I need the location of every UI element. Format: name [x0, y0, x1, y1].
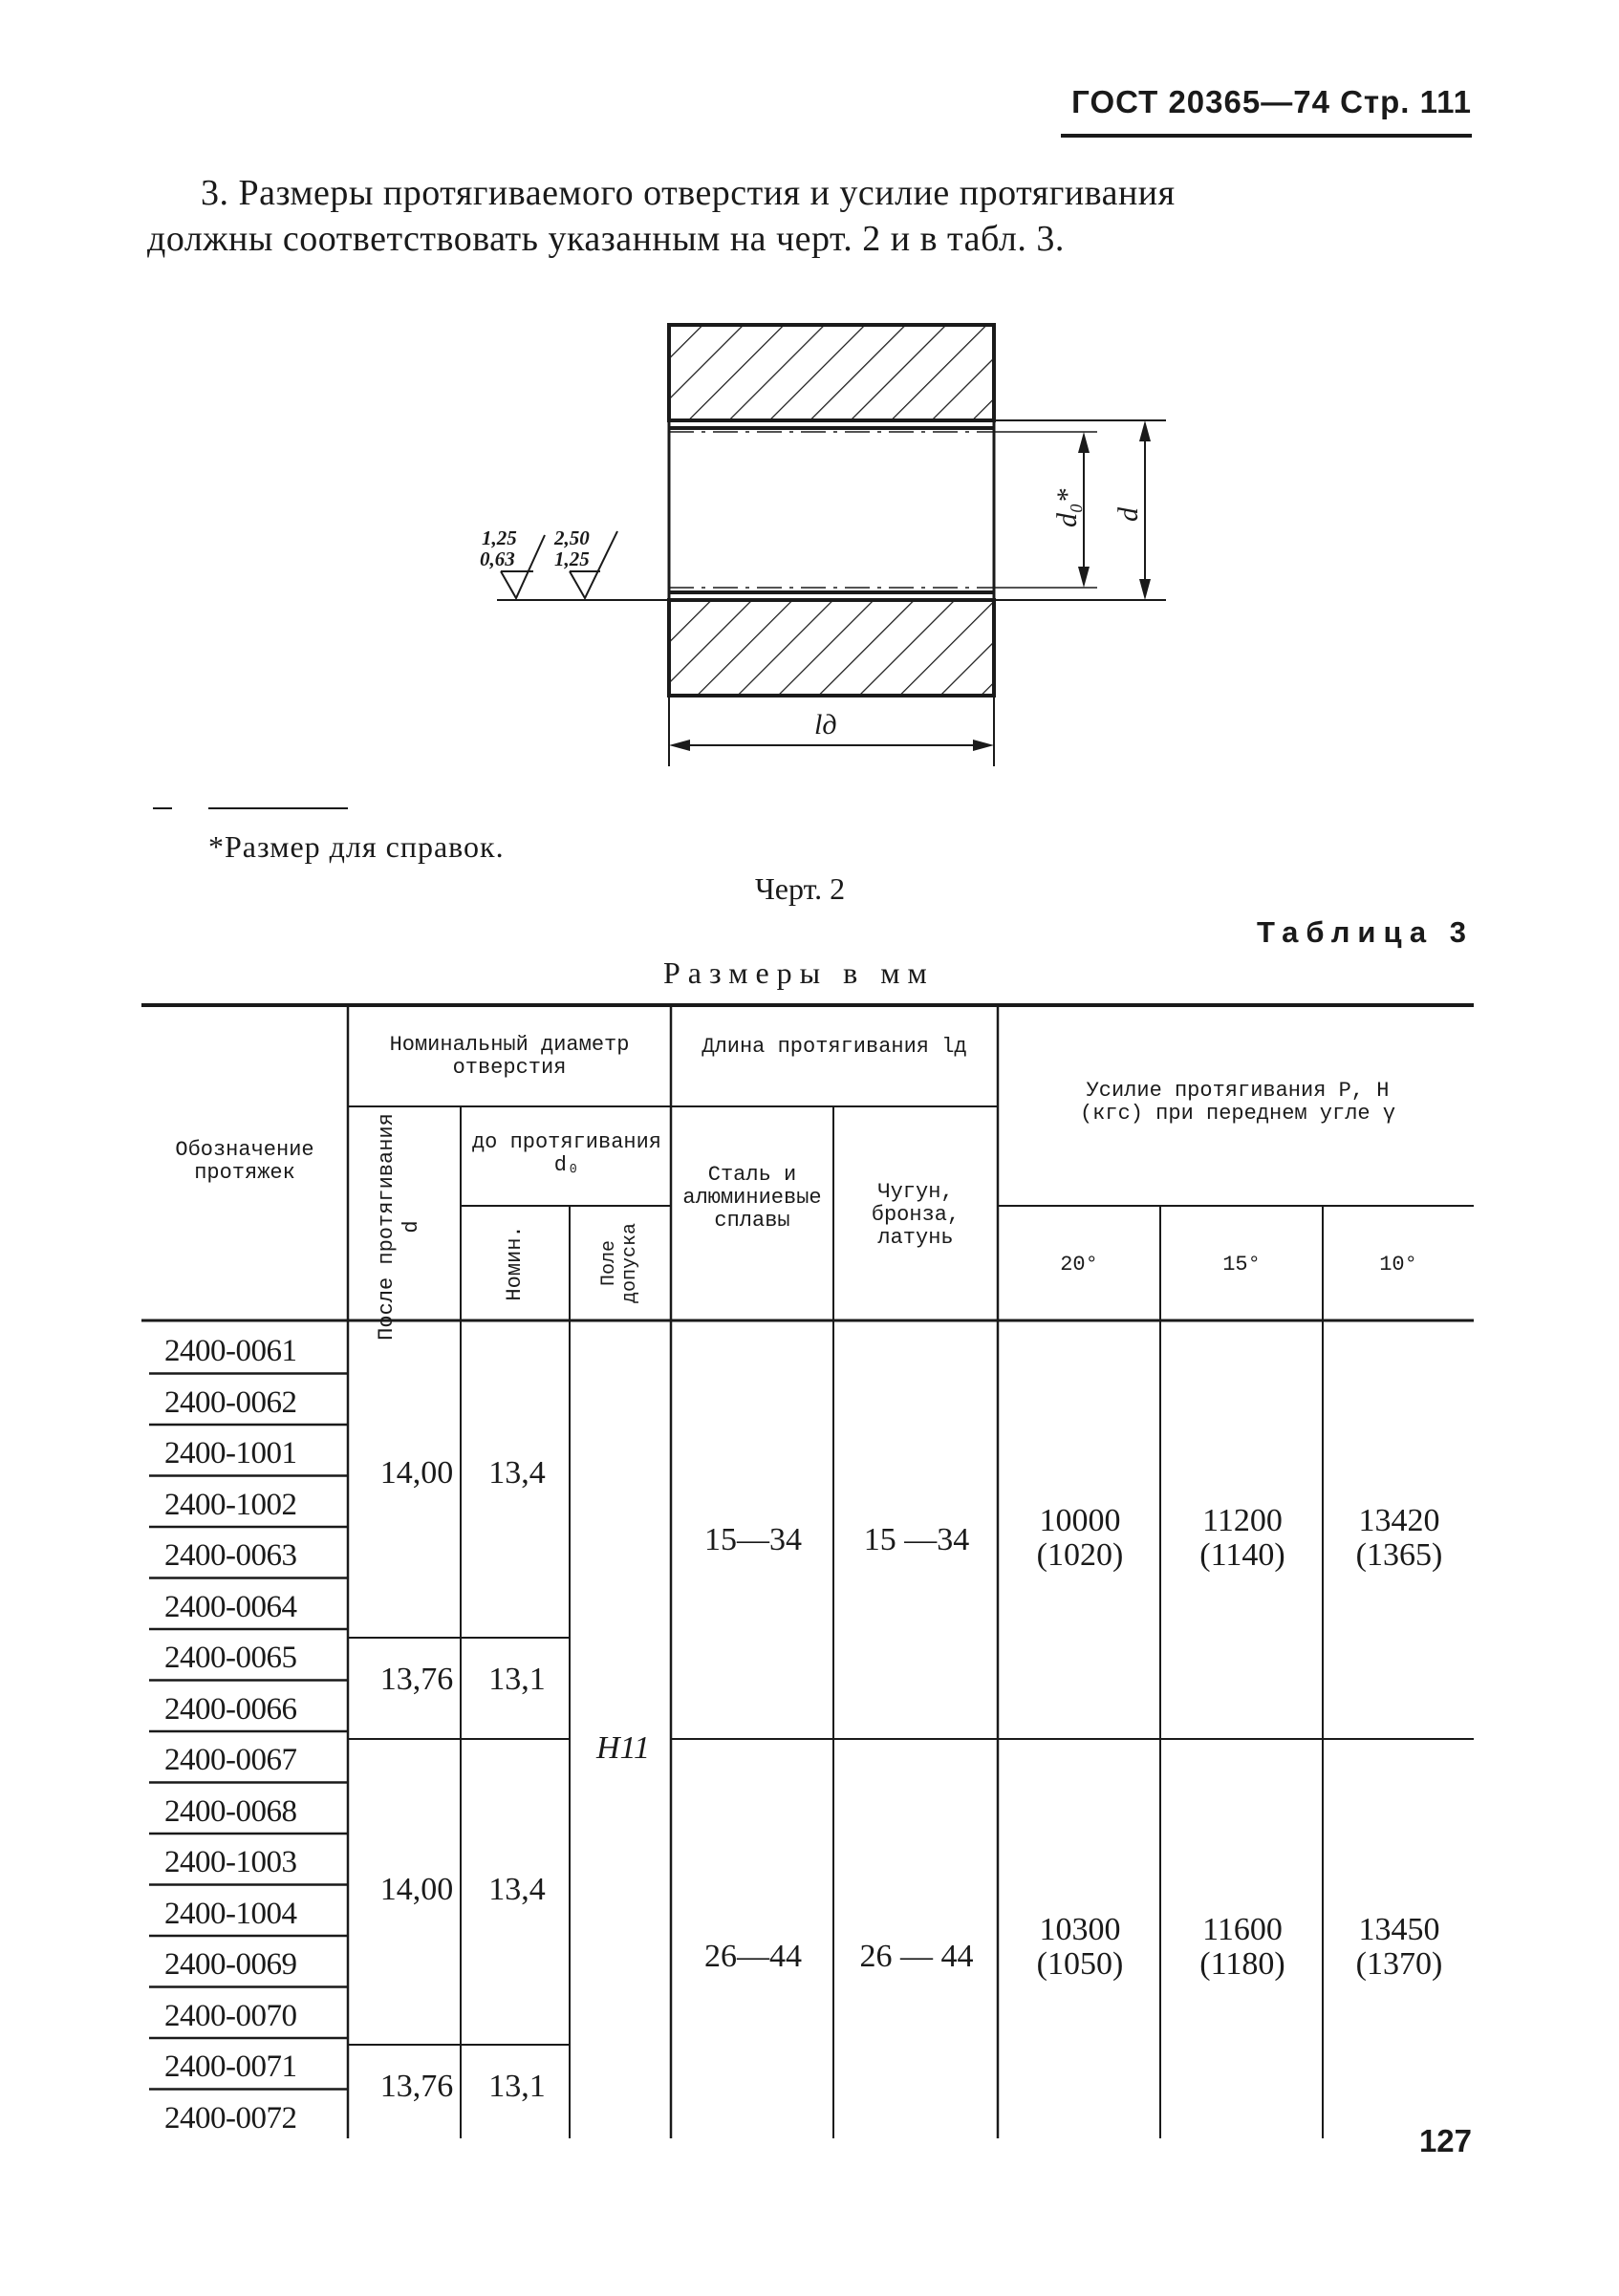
table-row-code: 2400-0063	[164, 1538, 297, 1573]
table-cell-tolerance: H11	[595, 1730, 651, 1766]
header-angle-20: 20°	[1060, 1253, 1098, 1277]
table-row-code: 2400-1003	[164, 1845, 297, 1879]
table-cell-force-10	[1325, 1504, 1474, 1573]
force-kgf: (1050)	[1036, 1946, 1124, 1982]
table-cell-steel-length: 15—34	[704, 1522, 802, 1557]
header-nominal: Номин.	[503, 1225, 527, 1301]
table-row-code: 2400-0065	[164, 1641, 297, 1675]
paragraph-line-2: должны соответствовать указанным на черт. 2 и в табл. 3.	[147, 219, 1065, 259]
table-row-code: 2400-0061	[164, 1334, 297, 1368]
table-cell-d: 14,00	[379, 1455, 454, 1491]
d0-dimension-label: d₀*	[1051, 488, 1083, 527]
header-designation: Обозначение протяжек	[175, 1138, 314, 1185]
page-number: 127	[1418, 2123, 1472, 2158]
force-newton: 11200	[1202, 1503, 1283, 1538]
table-row-code: 2400-0069	[164, 1947, 297, 1982]
table-cell-d0: 13,4	[488, 1455, 546, 1491]
table-row-code: 2400-0068	[164, 1793, 297, 1829]
table-cell-d: 13,76	[379, 2069, 454, 2104]
table-row-code: 2400-0072	[164, 2100, 297, 2135]
force-kgf: (1140)	[1199, 1537, 1285, 1573]
paragraph-line-1: 3. Размеры протягиваемого отверстия и усилие протягивания	[201, 173, 1176, 213]
force-kgf: (1370)	[1355, 1946, 1443, 1982]
table-row-code: 2400-0064	[164, 1589, 297, 1624]
table-cell-steel-length: 26—44	[704, 1939, 802, 1974]
header-tolerance: Поле допуска	[598, 1223, 641, 1304]
table-cell-force-20	[1000, 1504, 1160, 1573]
length-dimension-label: lд	[814, 709, 837, 740]
header-cast-iron: Чугун, бронза, латунь	[871, 1180, 961, 1250]
table-cell-d0: 13,1	[488, 1662, 546, 1697]
header-angle-10: 10°	[1379, 1253, 1417, 1277]
roughness-right-bottom: 1,25	[554, 547, 590, 570]
force-kgf: (1020)	[1036, 1537, 1124, 1573]
table-cell-force-10	[1325, 1913, 1474, 1982]
table-cell-d: 14,00	[379, 1872, 454, 1907]
force-newton: 10300	[1039, 1912, 1121, 1947]
d-dimension-label: d	[1112, 507, 1144, 522]
force-newton: 13420	[1358, 1503, 1440, 1538]
table-row-code: 2400-1002	[164, 1487, 297, 1522]
header-after-broaching: После протягивания d	[375, 1113, 423, 1341]
table-cell-force-15	[1162, 1504, 1323, 1573]
table-subtitle: Размеры в мм	[663, 955, 935, 990]
table-row-code: 2400-1004	[164, 1896, 297, 1931]
table-cell-d0: 13,1	[488, 2069, 546, 2104]
force-newton: 11600	[1202, 1912, 1283, 1947]
roughness-left-bottom: 0,63	[480, 547, 515, 570]
table-cell-force-15	[1162, 1913, 1323, 1982]
table-row-code: 2400-0070	[164, 1998, 297, 2033]
page-header: ГОСТ 20365—74 Стр. 111	[1071, 84, 1472, 119]
table-row-code: 2400-1001	[164, 1436, 297, 1470]
figure-caption: Черт. 2	[755, 871, 846, 906]
header-angle-15: 15°	[1222, 1253, 1261, 1277]
table-cell-d: 13,76	[379, 1662, 454, 1697]
table-cell-castiron-length: 26 — 44	[859, 1939, 974, 1974]
table-label: Таблица 3	[1256, 915, 1474, 949]
table-row-code: 2400-0062	[164, 1384, 297, 1420]
table-cell-force-20	[1000, 1913, 1160, 1982]
roughness-left-top: 1,25	[482, 526, 517, 549]
table-row-code: 2400-0071	[164, 2049, 297, 2084]
header-steel: Сталь и алюминиевые сплавы	[682, 1163, 822, 1233]
header-broach-length: Длина протягивания lд	[702, 1035, 967, 1059]
force-newton: 13450	[1358, 1912, 1440, 1947]
table-cell-d0: 13,4	[488, 1872, 546, 1907]
header-force: Усилие протягивания P, Н (кгс) при переднем угле γ	[1079, 1079, 1396, 1126]
table-row-code: 2400-0066	[164, 1691, 297, 1727]
force-kgf: (1180)	[1199, 1946, 1285, 1982]
force-newton: 10000	[1039, 1503, 1121, 1538]
header-before-broaching: до протягивания d₀	[471, 1130, 662, 1177]
table-row-code: 2400-0067	[164, 1743, 297, 1777]
table-cell-castiron-length: 15 —34	[863, 1522, 970, 1557]
footnote: *Размер для справок.	[208, 829, 505, 864]
roughness-right-top: 2,50	[554, 526, 590, 549]
force-kgf: (1365)	[1355, 1537, 1443, 1573]
header-nominal-diameter: Номинальный диаметр отверстия	[389, 1033, 630, 1080]
